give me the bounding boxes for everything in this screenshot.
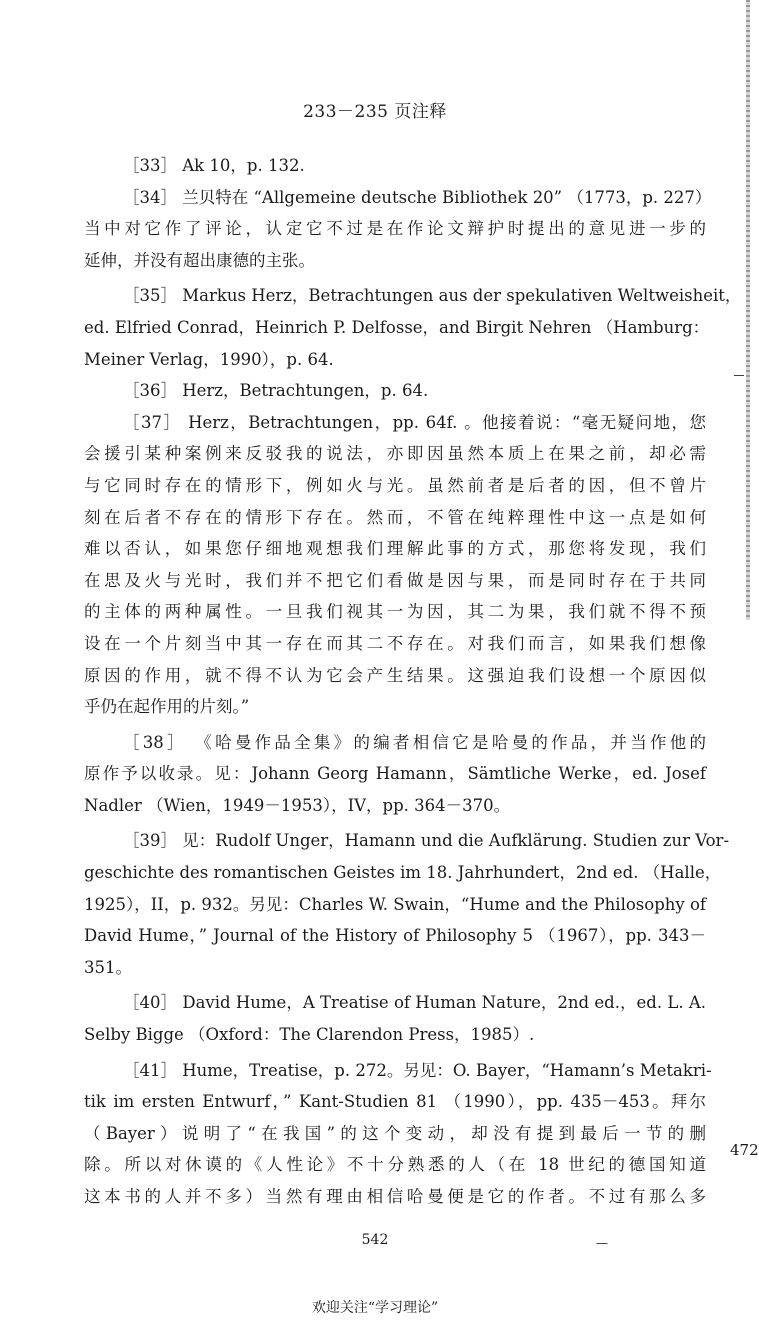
text-line: 设在一个片刻当中其一存在而其二不存在。对我们而言，如果我们想像 <box>84 633 706 653</box>
page-edge-shadow <box>746 0 750 620</box>
text-line: Selby Bigge （Oxford：The Clarendon Press，1985）. <box>84 1025 535 1045</box>
text-line: 原作予以收录。见：Johann Georg Hamann，Sämtliche Werke，ed. Josef <box>84 764 706 784</box>
text-line: 会援引某种案例来反驳我的说法，亦即因虽然本质上在果之前，却必需 <box>84 444 706 464</box>
text-line: ［34］ 兰贝特在 “Allgemeine deutsche Bibliothek 20” （1773，p. 227） <box>123 187 712 207</box>
text-line: 与它同时存在的情形下，例如火与光。虽然前者是后者的因，但不曾片 <box>84 475 706 495</box>
edge-mark <box>734 375 744 376</box>
text-line: ed. Elfried Conrad，Heinrich P. Delfosse，and Birgit Nehren （Hamburg： <box>84 317 710 337</box>
text-line: ［41］ Hume，Treatise，p. 272。另见：O. Bayer，“Hamann’s Metakri- <box>123 1060 712 1080</box>
text-line: 刻在后者不存在的情形下存在。然而，不管在纯粹理性中这一点是如何 <box>84 507 706 527</box>
text-line: （Bayer）说明了“在我国”的这个变动，却没有提到最后一节的删 <box>84 1123 706 1143</box>
text-line: ［38］ 《哈曼作品全集》的编者相信它是哈曼的作品，并当作他的 <box>123 732 706 752</box>
text-line: 的主体的两种属性。一旦我们视其一为因，其二为果，我们就不得不预 <box>84 602 706 622</box>
text-line: ［40］ David Hume，A Treatise of Human Nature，2nd ed.，ed. L. A. <box>123 993 706 1013</box>
text-line: ［39］ 见：Rudolf Unger，Hamann und die Aufklärung. Studien zur Vor- <box>123 831 730 851</box>
margin-page-number: 472 <box>730 1141 759 1159</box>
text-line: 这本书的人并不多）当然有理由相信哈曼便是它的作者。不过有那么多 <box>84 1187 706 1206</box>
text-line: ［37］ Herz，Betrachtungen，pp. 64f. 。他接着说：“毫无疑问地，您 <box>123 412 706 432</box>
text-line: Meiner Verlag，1990），p. 64. <box>84 349 334 369</box>
text-line: 当中对它作了评论，认定它不过是在作论文辩护时提出的意见进一步的 <box>84 219 706 239</box>
text-line: 除。所以对休谟的《人性论》不十分熟悉的人（在 18 世纪的德国知道 <box>84 1155 706 1175</box>
text-line: 难以否认，如果您仔细地观想我们理解此事的方式，那您将发现，我们 <box>84 539 706 559</box>
text-line: 原因的作用，就不得不认为它会产生结果。这强迫我们设想一个原因似 <box>84 665 706 685</box>
text-line: tik im ersten Entwurf，” Kant-Studien 81 （1990），pp. 435－453。拜尔 <box>84 1092 706 1112</box>
page-number: 542 <box>361 1232 389 1248</box>
footer-dash: — <box>596 1236 608 1250</box>
text-line: 在思及火与光时，我们并不把它们看做是因与果，而是同时存在于共同 <box>84 570 706 590</box>
text-line: Nadler （Wien，1949－1953），IV，pp. 364－370。 <box>84 795 511 815</box>
text-line: ［35］ Markus Herz，Betrachtungen aus der spekulativen Weltweisheit， <box>123 286 742 306</box>
text-line: 1925），II，p. 932。另见：Charles W. Swain，“Hume and the Philosophy of <box>84 894 706 914</box>
notes-body <box>84 150 742 1213</box>
page-header: 233－235 页注释 <box>303 102 447 122</box>
text-line: 乎仍在起作用的片刻。” <box>84 697 250 717</box>
footer-text: 欢迎关注“学习理论” <box>311 1300 439 1316</box>
text-line: ［36］ Herz，Betrachtungen，p. 64. <box>123 381 429 401</box>
text-line: David Hume，” Journal of the History of Philosophy 5 （1967），pp. 343－ <box>84 926 706 946</box>
text-line: 延伸，并没有超出康德的主张。 <box>84 250 315 270</box>
text-line: ［33］ Ak 10，p. 132. <box>123 156 305 175</box>
text-line: 351。 <box>84 957 132 977</box>
text-line: geschichte des romantischen Geistes im 18. Jahrhundert，2nd ed. （Halle， <box>84 863 722 883</box>
